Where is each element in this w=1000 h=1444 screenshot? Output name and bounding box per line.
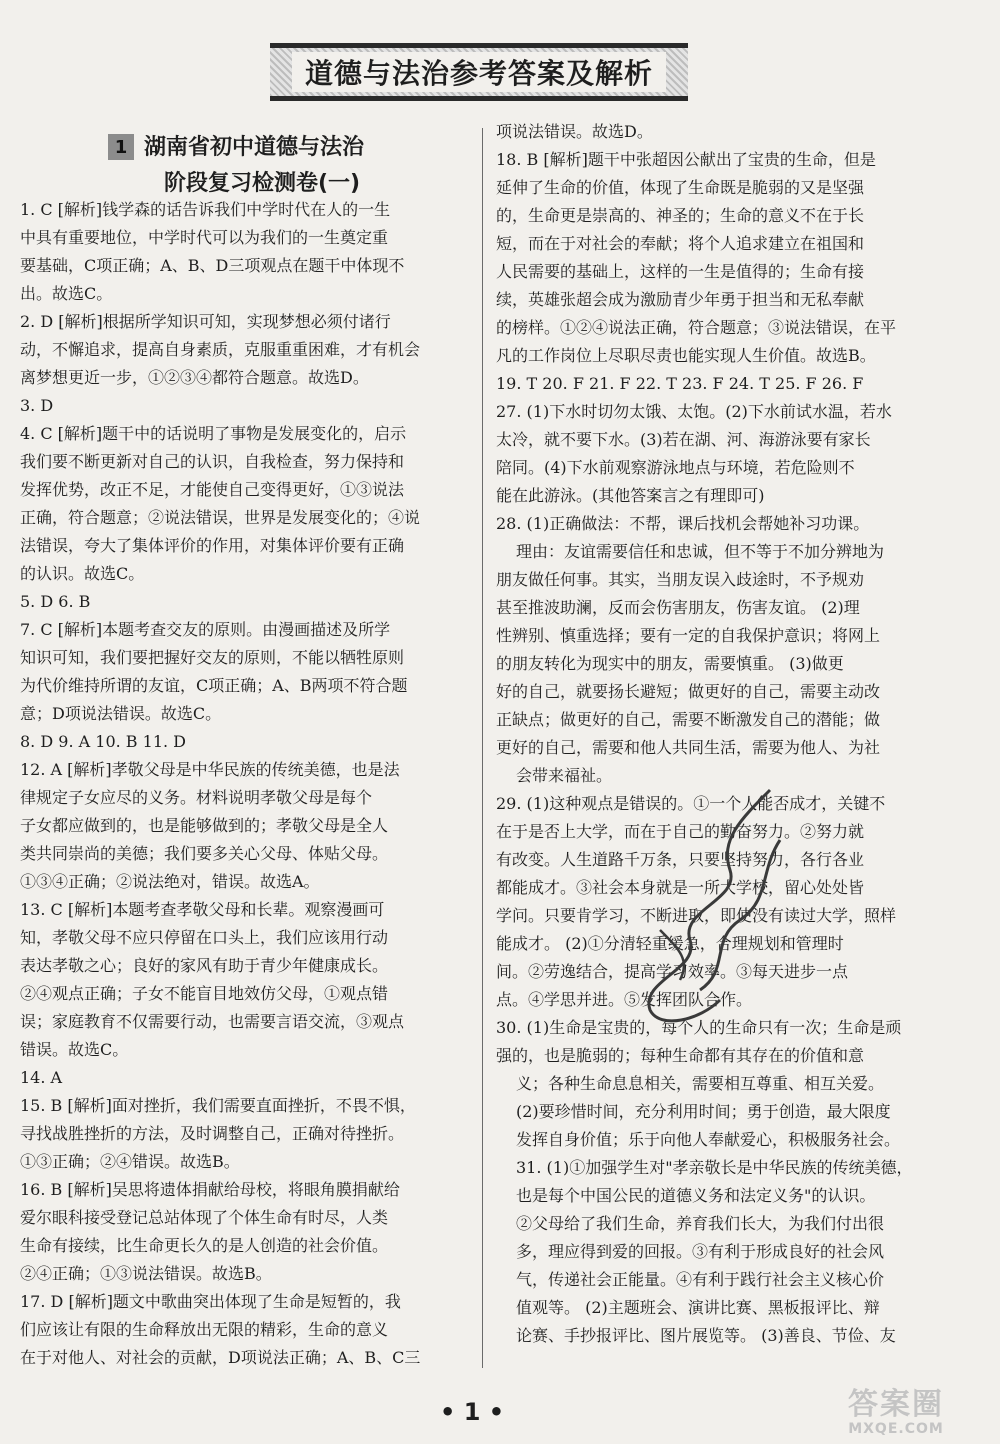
answer-line: 人民需要的基础上，这样的一生是值得的；生命有接 [496,262,865,281]
answer-line: 的朋友转化为现实中的朋友，需要慎重。 (3)做更 [496,654,844,673]
answer-line: 也是每个中国公民的道德义务和法定义务"的认识。 [516,1186,876,1205]
answer-line: 表达孝敬之心；良好的家风有助于青少年健康成长。 [20,956,389,975]
answer-line: 16. B [解析]吴思将遗体捐献给母校，将眼角膜捐献给 [20,1180,400,1199]
answer-line: 好的自己，就要扬长避短；做更好的自己，需要主动改 [496,682,881,701]
answer-line: (2)要珍惜时间，充分利用时间；勇于创造，最大限度 [516,1102,891,1121]
answer-line: 7. C [解析]本题考查交友的原则。由漫画描述及所学 [20,620,391,639]
section-title-line1: 湖南省初中道德与法治 [144,135,365,160]
answer-line: 19. T 20. F 21. F 22. T 23. F 24. T 25. F 26. F [496,374,864,393]
answer-line: 能成才。 (2)①分清轻重缓急，合理规划和管理时 [496,934,844,953]
answer-line: 寻找战胜挫折的方法，及时调整自己，正确对待挫折。 [20,1124,405,1143]
watermark-url: MXQE.COM [848,1421,944,1437]
answer-line: 错误。故选C。 [20,1040,129,1059]
answer-line: 更好的自己，需要和他人共同生活，需要为他人、为社 [496,738,881,757]
page-number: • 1 • [440,1398,505,1426]
answer-line: 3. D [20,396,54,415]
answer-line: 子女都应做到的，也是能够做到的；孝敬父母是全人 [20,816,389,835]
answer-line: 强的，也是脆弱的；每种生命都有其存在的价值和意 [496,1046,865,1065]
answer-line: ②④观点正确；子女不能盲目地效仿父母，①观点错 [20,984,389,1003]
answer-line: 30. (1)生命是宝贵的，每个人的生命只有一次；生命是顽 [496,1018,902,1037]
answer-line: 要基础，C项正确；A、B、D三项观点在题干中体现不 [20,256,405,275]
answer-line: 会带来福祉。 [516,766,613,785]
answer-line: 陪同。(4)下水前观察游泳地点与环境，若危险则不 [496,458,855,477]
answer-line: 在于对他人、对社会的贡献，D项说法正确；A、B、C三 [20,1348,421,1367]
section-number-badge: 1 [108,134,134,160]
answer-line: 14. A [20,1068,63,1087]
answer-line: 18. B [解析]题干中张超因公献出了宝贵的生命，但是 [496,150,876,169]
answer-line: 意；D项说法错误。故选C。 [20,704,222,723]
right-answer-column [496,118,944,1350]
answer-line: 有改变。人生道路千万条，只要坚持努力，各行各业 [496,850,865,869]
answer-line: 类共同崇尚的美德；我们要多关心父母、体贴父母。 [20,844,389,863]
answer-line: ①③正确；②④错误。故选B。 [20,1152,240,1171]
answer-line: 误；家庭教育不仅需要行动，也需要言语交流，③观点 [20,1012,405,1031]
answer-line: 律规定子女应尽的义务。材料说明孝敬父母是每个 [20,788,373,807]
answer-line: 点。④学思并进。⑤发挥团队合作。 [496,990,753,1009]
answer-line: 间。②劳逸结合，提高学习效率。③每天进步一点 [496,962,849,981]
answer-line: 都能成才。③社会本身就是一所大学校，留心处处皆 [496,878,865,897]
answer-line: 13. C [解析]本题考查孝敬父母和长辈。观察漫画可 [20,900,385,919]
answer-line: 正缺点；做更好的自己，需要不断激发自己的潜能；做 [496,710,881,729]
answer-line: 8. D 9. A 10. B 11. D [20,732,186,751]
section-title-line2: 阶段复习检测卷(一) [164,171,361,196]
answer-line: ②④正确；①③说法错误。故选B。 [20,1264,272,1283]
answer-line: 延伸了生命的价值，体现了生命既是脆弱的又是坚强 [496,178,865,197]
answer-line: 知，孝敬父母不应只停留在口头上，我们应该用行动 [20,928,389,947]
answer-line: 论赛、手抄报评比、图片展览等。 (3)善良、节俭、友 [516,1326,896,1345]
column-divider [482,128,483,1368]
answer-line: 出。故选C。 [20,284,113,303]
answer-line: 17. D [解析]题文中歌曲突出体现了生命是短暂的，我 [20,1292,401,1311]
answer-line: 5. D 6. B [20,592,91,611]
answer-line: 1. C [解析]钱学森的话告诉我们中学时代在人的一生 [20,200,391,219]
answer-line: 太冷，就不要下水。(3)若在湖、河、海游泳要有家长 [496,430,871,449]
answer-line: 短，而在于对社会的奉献；将个人追求建立在祖国和 [496,234,865,253]
answer-line: 知识可知，我们要把握好交友的原则，不能以牺牲原则 [20,648,405,667]
handwritten-scribble [620,780,820,1040]
answer-line: ①③④正确；②说法绝对，错误。故选A。 [20,872,320,891]
answer-line: 我们要不断更新对自己的认识，自我检查，努力保持和 [20,452,405,471]
answer-line: 27. (1)下水时切勿太饿、太饱。(2)下水前试水温，若水 [496,402,892,421]
answer-line: 4. C [解析]题干中的话说明了事物是发展变化的，启示 [20,424,407,443]
answer-line: 在于是否上大学，而在于自己的勤奋努力。②努力就 [496,822,865,841]
page-title: 道德与法治参考答案及解析 [292,52,666,92]
watermark-logo [812,1388,980,1438]
answer-line: 发挥自身价值；乐于向他人奉献爱心，积极服务社会。 [516,1130,901,1149]
answer-line: 2. D [解析]根据所学知识可知，实现梦想必须付诸行 [20,312,391,331]
answer-line: 28. (1)正确做法：不帮，课后找机会帮她补习功课。 [496,514,870,533]
answer-line: 理由：友谊需要信任和忠诚，但不等于不加分辨地为 [516,542,885,561]
answer-line: 义；各种生命息息相关，需要相互尊重、相互关爱。 [516,1074,885,1093]
answer-line: 续，英雄张超会成为激励青少年勇于担当和无私奉献 [496,290,865,309]
answer-line: 法错误，夸大了集体评价的作用，对集体评价要有正确 [20,536,405,555]
answer-line: 们应该让有限的生命释放出无限的精彩，生命的意义 [20,1320,389,1339]
watermark-text: 答案圈 [848,1387,944,1422]
answer-line: 中具有重要地位，中学时代可以为我们的一生奠定重 [20,228,389,247]
answer-line: 12. A [解析]孝敬父母是中华民族的传统美德，也是法 [20,760,400,779]
answer-line: 的，生命更是崇高的、神圣的；生命的意义不在于长 [496,206,865,225]
answer-line: 动，不懈追求，提高自身素质，克服重重困难，才有机会 [20,340,421,359]
answer-line: 凡的工作岗位上尽职尽责也能实现人生价值。故选B。 [496,346,876,365]
answer-line: 为代价维持所谓的友谊，C项正确；A、B两项不符合题 [20,676,408,695]
answer-line: 甚至推波助澜，反而会伤害朋友，伤害友谊。 (2)理 [496,598,860,617]
answer-line: 的榜样。①②④说法正确，符合题意；③说法错误，在平 [496,318,897,337]
answer-line: 能在此游泳。(其他答案言之有理即可) [496,486,765,505]
answer-line: 15. B [解析]面对挫折，我们需要直面挫折，不畏不惧， [20,1096,416,1115]
answer-line: 项说法错误。故选D。 [496,122,653,141]
answer-line: 正确，符合题意；②说法错误，世界是发展变化的；④说 [20,508,421,527]
answer-line: 气，传递社会正能量。④有利于践行社会主义核心价 [516,1270,885,1289]
answer-line: 朋友做任何事。其实，当朋友误入歧途时，不予规劝 [496,570,865,589]
answer-line: 发挥优势，改正不足，才能使自己变得更好，①③说法 [20,480,405,499]
left-answer-column [20,196,470,1372]
answer-line: 31. (1)①加强学生对"孝亲敬长是中华民族的传统美德， [516,1158,913,1177]
answer-line: 离梦想更近一步，①②③④都符合题意。故选D。 [20,368,369,387]
answer-line: 的认识。故选C。 [20,564,145,583]
answer-line: ②父母给了我们生命，养育我们长大，为我们付出很 [516,1214,885,1233]
answer-line: 学问。只要肯学习，不断进取，即使没有读过大学，照样 [496,906,897,925]
title-banner [270,43,688,101]
answer-line: 爱尔眼科接受登记总站体现了个体生命有时尽，人类 [20,1208,389,1227]
answer-line: 值观等。 (2)主题班会、演讲比赛、黑板报评比、辩 [516,1298,880,1317]
answer-line: 性辨别、慎重选择；要有一定的自我保护意识；将网上 [496,626,881,645]
answer-line: 生命有接续，比生命更长久的是人创造的社会价值。 [20,1236,389,1255]
answer-line: 多，理应得到爱的回报。③有利于形成良好的社会风 [516,1242,885,1261]
answer-line: 29. (1)这种观点是错误的。①一个人能否成才，关键不 [496,794,886,813]
